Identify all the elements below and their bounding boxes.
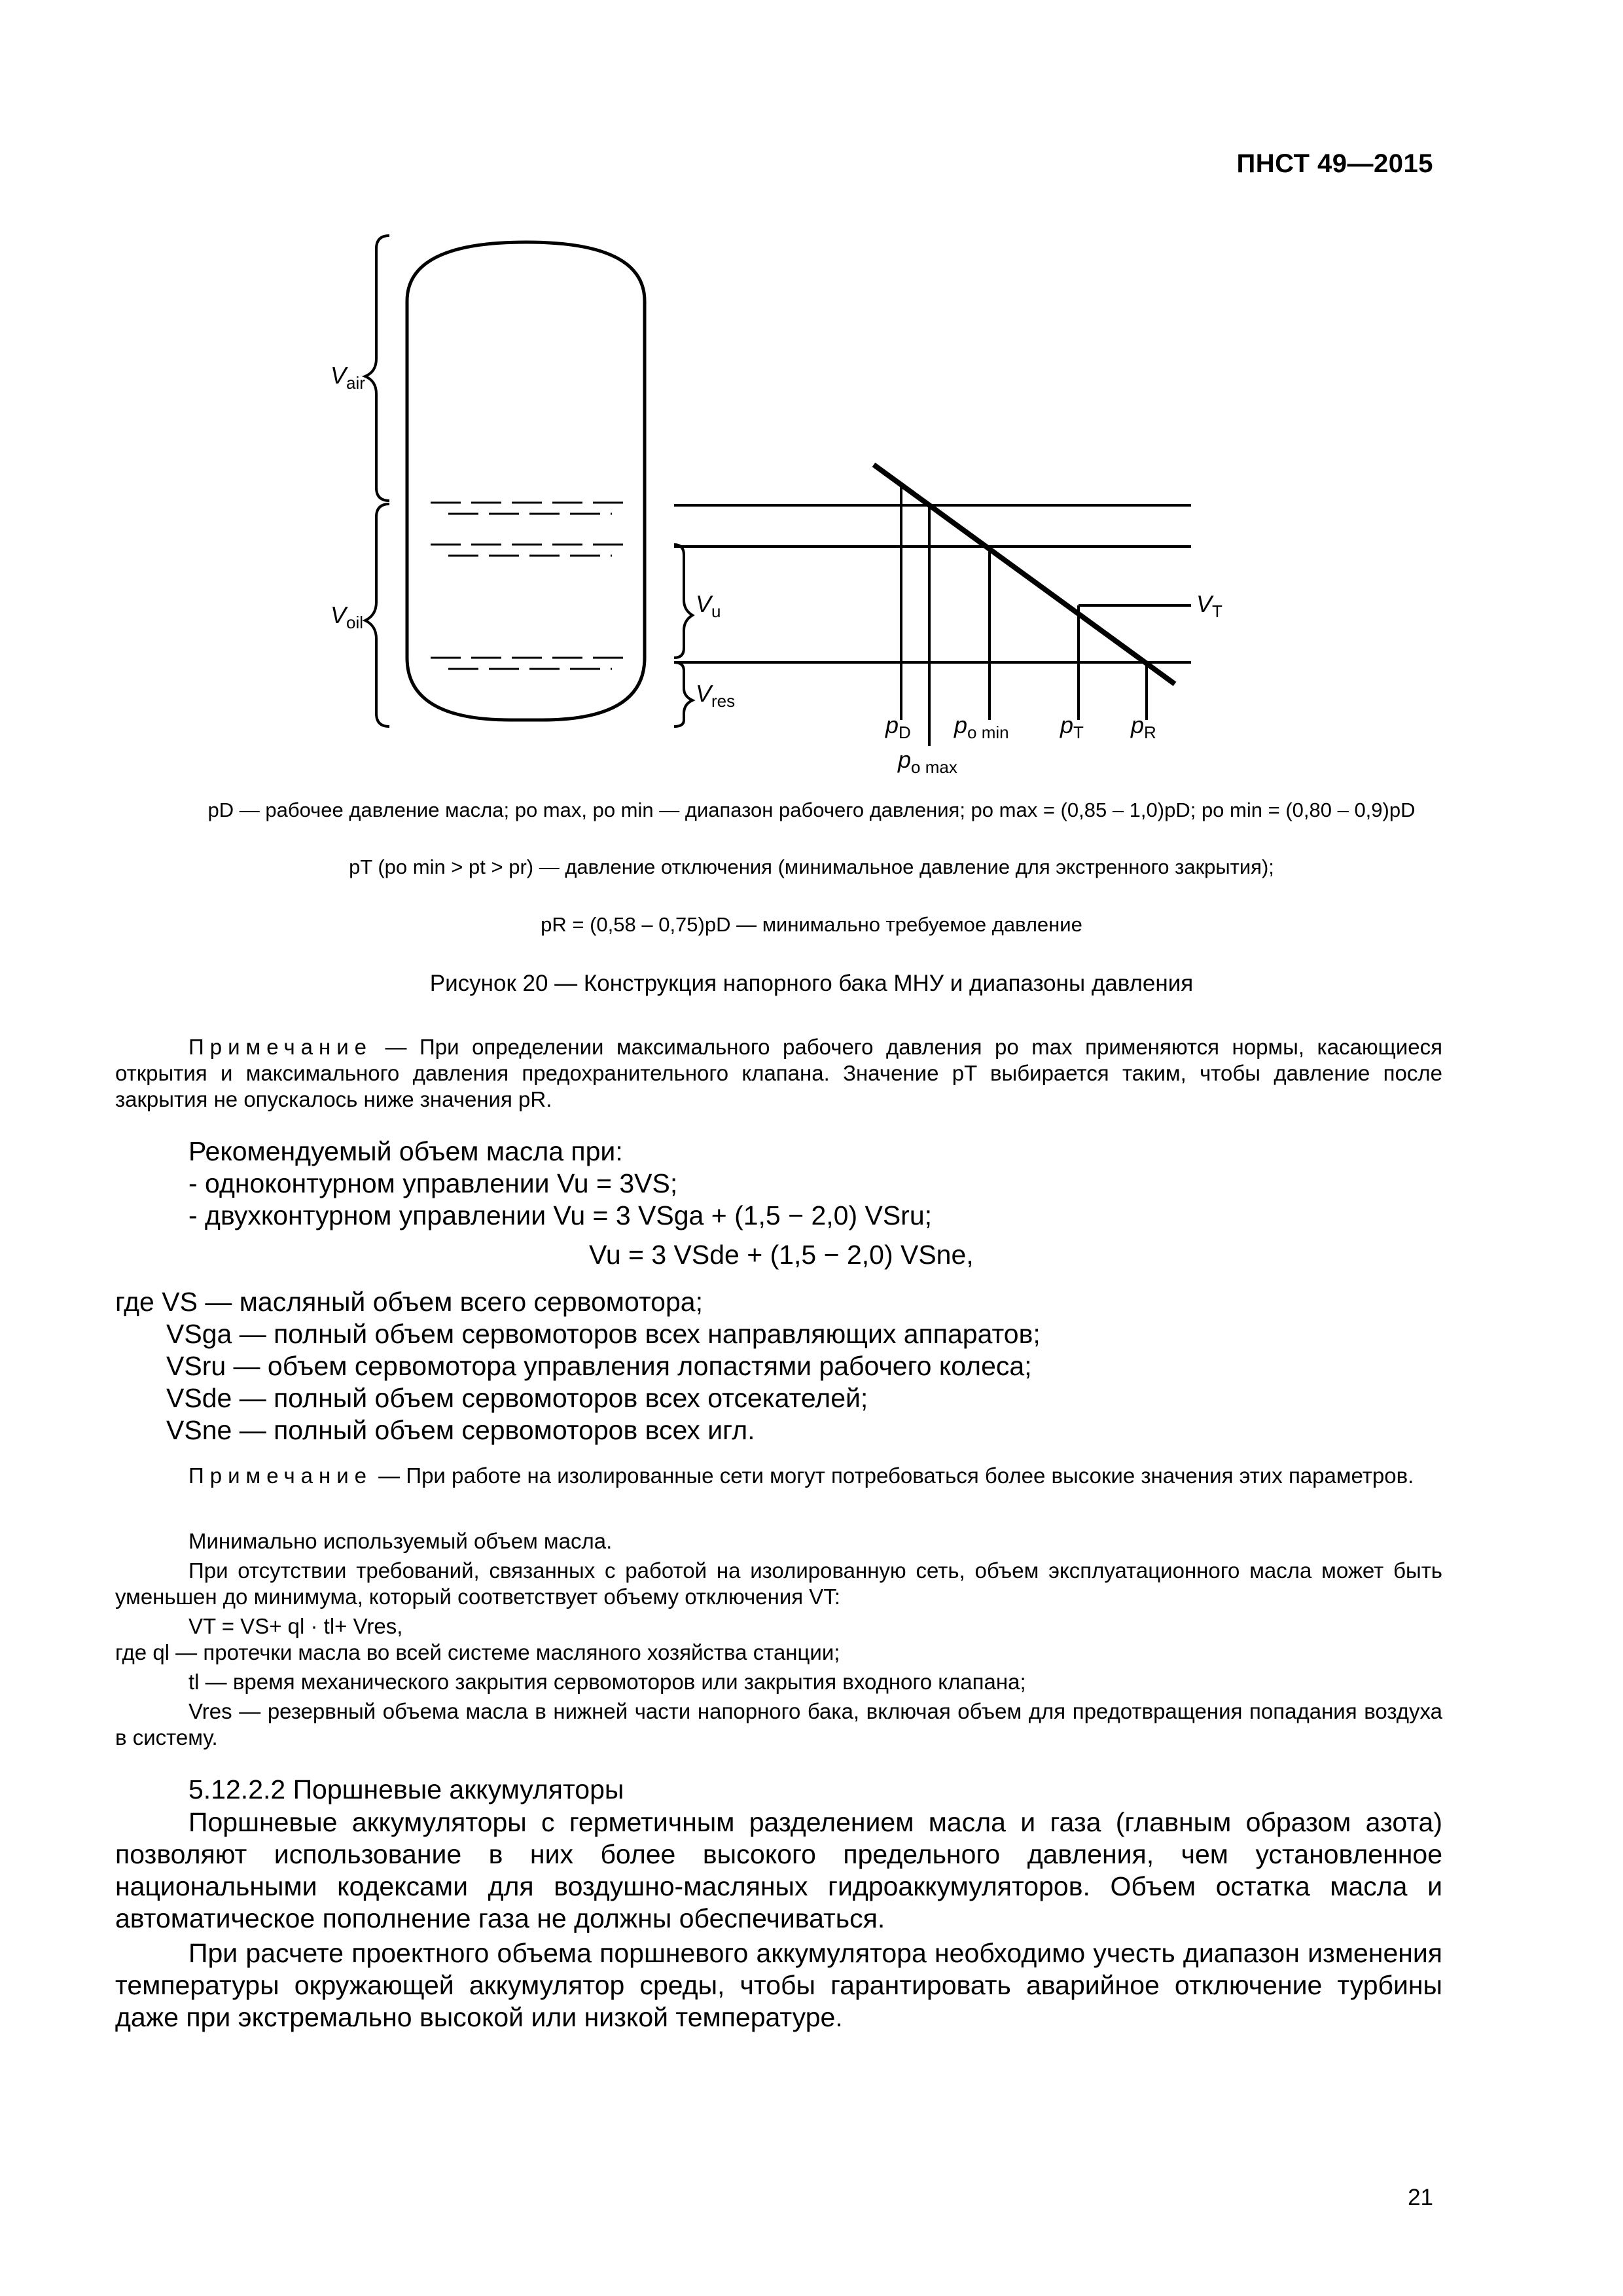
- definition-VS: где VS — масляный объем всего сервомотора;: [115, 1287, 703, 1317]
- svg-text:pD: $p_D$: [885, 711, 911, 742]
- label-p-R: p: [1131, 711, 1145, 738]
- label-p-D: p: [885, 711, 899, 738]
- label-p-omin: p: [954, 711, 968, 738]
- note-1: [115, 1034, 1442, 1113]
- section-heading: 5.12.2.2 Поршневые аккумуляторы: [188, 1774, 624, 1804]
- minimal-where-2: tl — время механического закрытия сервомоторов или закрытия входного клапана;: [188, 1670, 1026, 1694]
- minimal-text: При отсутствии требований, связанных с работой на изолированную сеть, объем эксплуатационного масла может быть уменьшен до минимума, который соответствует объему отключения VT:: [115, 1558, 1442, 1609]
- minimal-formula: VT = VS+ ql · tl+ Vres,: [188, 1614, 403, 1638]
- label-p-omax: p: [898, 746, 912, 773]
- legend-line-1: pD — рабочее давление масла; po max, po min — диапазон рабочего давления; po max = (0,85 – 1,0)pD; po min = (0,80 – 0,9)pD: [207, 798, 1416, 821]
- section-paragraph-2: При расчете проектного объема поршневого аккумулятора необходимо учесть диапазон изменения температуры окружающей аккумулятор среды, чтобы гарантировать аварийное отключение турбины даже при экстремально высокой или низкой температуре.: [115, 1938, 1442, 2032]
- label-V-T: V: [1196, 590, 1213, 617]
- note-2-text: — При работе на изолированные сети могут потребоваться более высокие значения этих параметров.: [372, 1463, 1414, 1488]
- minimal-title: Минимально используемый объем масла.: [188, 1529, 613, 1553]
- document-code: ПНСТ 49—2015: [1236, 149, 1433, 178]
- brace-oil: [365, 504, 389, 726]
- brace-res: [674, 662, 692, 726]
- label-p-T: p: [1060, 711, 1074, 738]
- svg-text:pR: $p_R$: [1131, 711, 1156, 742]
- label-V-oil: V: [330, 601, 347, 628]
- minimal-where-3: Vres — резервный объема масла в нижней части напорного бака, включая объем для предотвращения попадания воздуха в систему.: [115, 1699, 1442, 1749]
- svg-text:po max: $p_{o max}$: [898, 746, 957, 777]
- note-1-prefix: Примечание: [188, 1035, 373, 1059]
- definition-VSru: VSru — объем сервомотора управления лопастями рабочего колеса;: [166, 1351, 1032, 1381]
- recommended-formula-2: Vu = 3 VSde + (1,5 − 2,0) VSne,: [589, 1240, 974, 1270]
- recommended-double: - двухконтурном управлении Vu = 3 VSga + (1,5 − 2,0) VSru;: [188, 1200, 933, 1230]
- note-2: [115, 1463, 1442, 1489]
- brace-u: [674, 545, 692, 658]
- note-1-text: — При определении максимального рабочего давления po max применяются нормы, касающиеся открытия и максимального давления предохранительного клапана. Значение pT выбирается таким, чтобы давление после закрытия не опускалось ниже значения pR.: [115, 1035, 1442, 1111]
- note-2-prefix: Примечание: [188, 1463, 373, 1488]
- recommended-title: Рекомендуемый объем масла при:: [188, 1136, 623, 1166]
- figure-20-diagram: [0, 0, 1623, 785]
- tank-outline: [407, 242, 645, 720]
- legend-line-2: pT (po min > pt > pr) — давление отключения (минимальное давление для экстренного закрытия);: [349, 855, 1274, 878]
- svg-text:Vres: $V_{res}$: [696, 680, 736, 711]
- svg-text:Voil: $V_{oil}$: [330, 601, 364, 632]
- section-paragraph-1: Поршневые аккумуляторы с герметичным разделением масла и газа (главным образом азота) позволяют использование в них более высокого предельного давления, чем установленное национальными кодексами для воздушно-масляных гидроаккумуляторов. Объем остатка масла и автоматическое пополнение газа не должны обеспечиваться.: [115, 1807, 1442, 1933]
- legend-line-3: pR = (0,58 – 0,75)pD — минимально требуемое давление: [541, 913, 1082, 936]
- recommended-single: - одноконтурном управлении Vu = 3VS;: [188, 1168, 678, 1198]
- definitions-list: [115, 1286, 1442, 1446]
- definition-VSga: VSga — полный объем сервомоторов всех направляющих аппаратов;: [166, 1319, 1041, 1349]
- svg-text:po min: $p_{o min}$: [954, 711, 1009, 742]
- label-V-u: V: [696, 590, 712, 617]
- label-V-res: V: [696, 680, 712, 707]
- svg-text:Vu: $V_u$: [696, 590, 721, 621]
- svg-text:VT: $V_T$: [1196, 590, 1222, 621]
- brace-air: [365, 236, 389, 501]
- svg-text:pT: $p_T$: [1060, 711, 1084, 742]
- page-number: 21: [1408, 2185, 1433, 2210]
- definition-VSde: VSde — полный объем сервомоторов всех отсекателей;: [166, 1383, 868, 1413]
- figure-caption: Рисунок 20 — Конструкция напорного бака МНУ и диапазоны давления: [429, 971, 1194, 996]
- minimal-where-1: где ql — протечки масла во всей системе масляного хозяйства станции;: [115, 1640, 840, 1664]
- svg-text:Vair: $V_{air}$: [330, 362, 365, 393]
- label-V-air: V: [330, 362, 347, 389]
- definition-VSne: VSne — полный объем сервомоторов всех игл.: [166, 1415, 755, 1445]
- pressure-line: [874, 465, 1175, 684]
